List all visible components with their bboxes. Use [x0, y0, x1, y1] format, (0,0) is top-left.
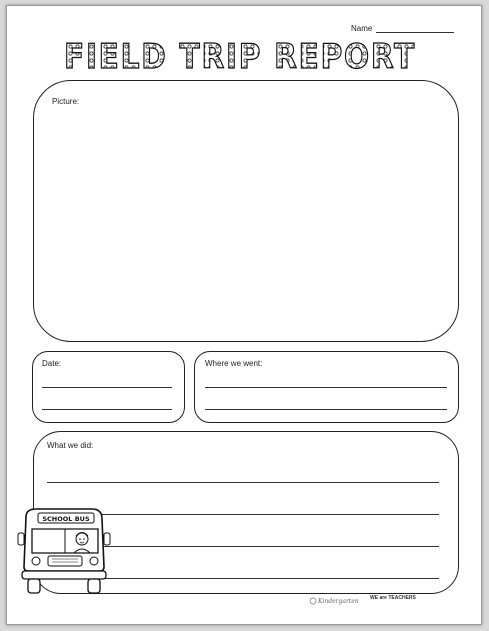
name-line	[376, 32, 454, 33]
date-label: Date:	[42, 359, 62, 368]
page-title-text: FIELD TRIP REPORT	[64, 37, 416, 77]
we-are-text: WE are	[370, 595, 387, 601]
teachers-text: TEACHERS	[388, 595, 416, 601]
what-write-line[interactable]	[100, 514, 439, 515]
what-write-line[interactable]	[100, 546, 439, 547]
we-are-teachers-logo	[370, 595, 416, 601]
date-write-line[interactable]	[42, 387, 172, 388]
date-write-line[interactable]	[42, 409, 172, 410]
where-write-line[interactable]	[205, 387, 447, 388]
where-write-line[interactable]	[205, 409, 447, 410]
bus-sign-text: SCHOOL BUS	[42, 515, 90, 523]
kindergarten-logo-text: Kindergarten	[318, 598, 359, 605]
school-bus-illustration	[18, 505, 118, 605]
what-write-line[interactable]	[47, 482, 439, 483]
page-title	[60, 36, 420, 76]
what-we-did-label: What we did:	[47, 441, 94, 450]
kindergarten-logo	[309, 595, 359, 607]
where-we-went-label: Where we went:	[205, 359, 263, 368]
name-label: Name	[351, 24, 373, 33]
picture-label: Picture:	[52, 97, 80, 106]
what-write-line[interactable]	[100, 578, 439, 579]
picture-box	[33, 80, 459, 342]
